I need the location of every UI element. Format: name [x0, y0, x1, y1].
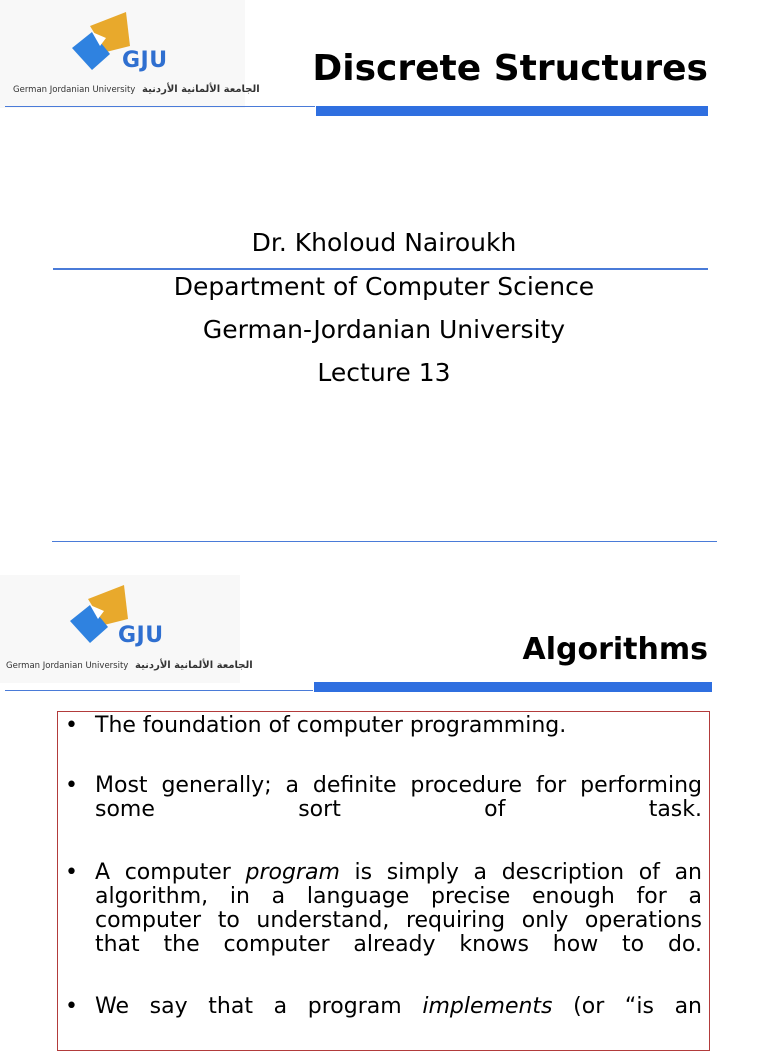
bullet-dot-icon: •	[65, 994, 78, 1019]
logo-wordmark: GJU	[122, 48, 168, 73]
author-divider	[53, 268, 708, 270]
bullet-text: We say that a program implements (or “is an	[95, 994, 702, 1019]
slide-bottom-rule	[52, 541, 717, 542]
logo-wordmark: GJU	[118, 623, 164, 648]
university-logo	[0, 0, 260, 108]
logo-caption	[13, 84, 260, 95]
logo-caption-en: German Jordanian University	[13, 85, 136, 95]
university-logo	[0, 575, 253, 683]
logo-caption-en: German Jordanian University	[6, 661, 129, 671]
bullet-dot-icon: •	[65, 860, 78, 885]
bullet-dot-icon: •	[65, 773, 78, 798]
logo-caption-ar: الجامعة الألمانية الأردنية	[142, 84, 260, 95]
bullet-text: Most generally; a definite procedure for performing some sort of task.	[95, 773, 702, 822]
department-name: Department of Computer Science	[173, 272, 595, 301]
slide-title: Discrete Structures	[312, 48, 708, 89]
bullet-dot-icon: •	[65, 713, 78, 738]
bullet-emphasis: program	[245, 860, 340, 885]
author-name: Dr. Kholoud Nairoukh	[251, 228, 517, 257]
header-accent-bar	[316, 106, 708, 116]
bullet-text: A computer program is simply a description of an algorithm, in a language precise enough for a computer to understand, requiring only operations that the computer already knows how to do.	[95, 860, 702, 957]
header-accent-bar	[314, 682, 712, 692]
university-name: German-Jordanian University	[202, 315, 566, 344]
header-thin-rule	[5, 106, 315, 107]
bullet-emphasis: implements	[422, 994, 553, 1019]
logo-caption	[6, 660, 253, 671]
header-thin-rule	[5, 690, 313, 691]
slide-title-algorithms: Algorithms	[522, 632, 708, 667]
lecture-number: Lecture 13	[317, 358, 451, 387]
bullet-text: The foundation of computer programming.	[95, 713, 567, 738]
bullet-content-box	[57, 711, 710, 1051]
logo-caption-ar: الجامعة الألمانية الأردنية	[135, 660, 253, 671]
